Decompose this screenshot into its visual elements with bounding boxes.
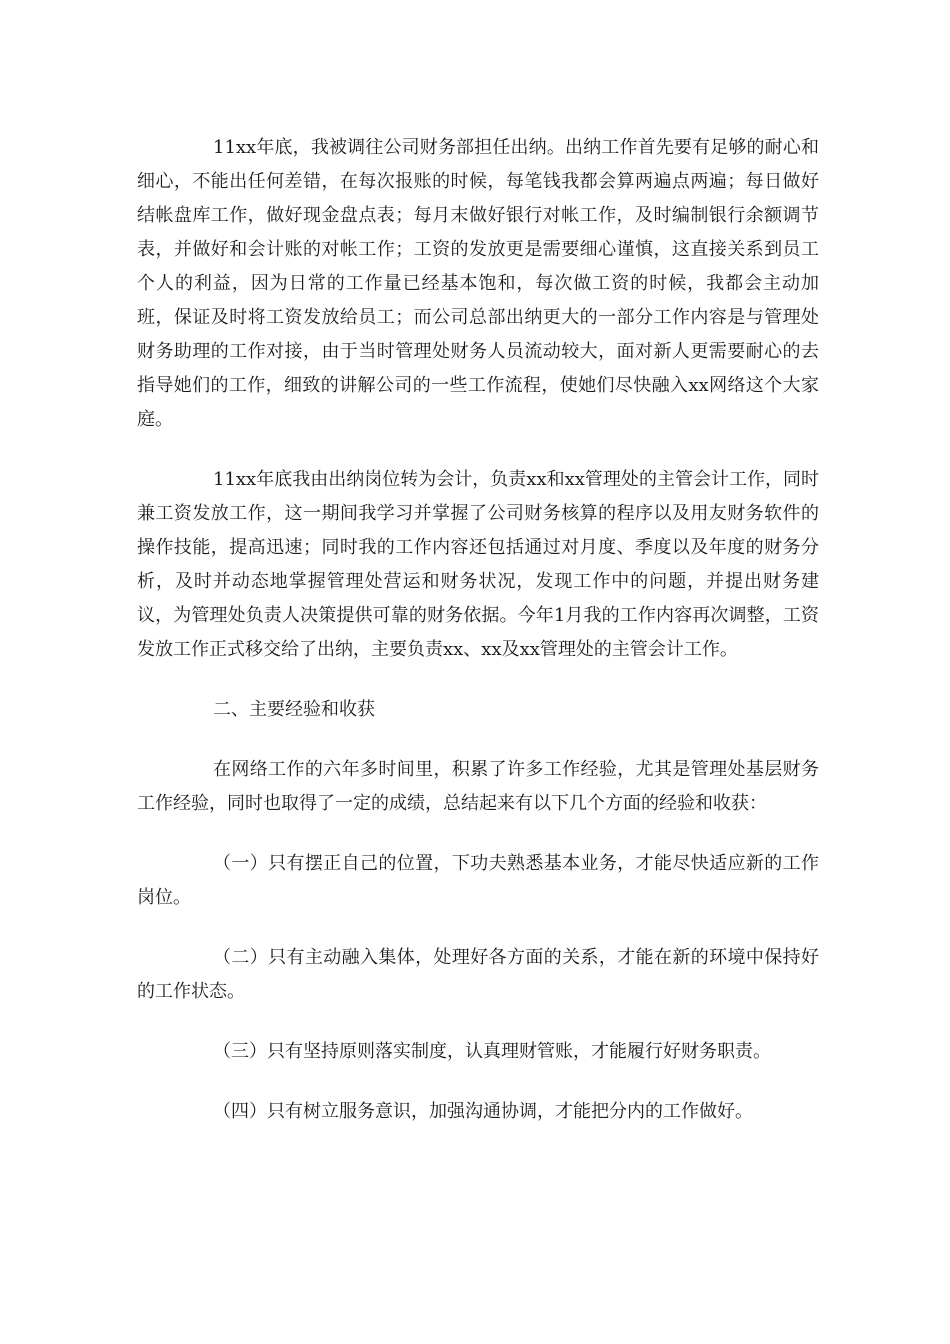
list-item-1: （一）只有摆正自己的位置，下功夫熟悉基本业务，才能尽快适应新的工作岗位。: [137, 853, 819, 908]
paragraph-cashier: 11xx年底，我被调往公司财务部担任出纳。出纳工作首先要有足够的耐心和细心，不能出任何差错，在每次报账的时候，每笔钱我都会算两遍点两遍；每日做好结帐盘库工作，做好现金盘点表；每月末做好银行对帐工作，及时编制银行余额调节表，并做好和会计账的对帐工作；工资的发放更是需要细心谨慎，这直接关系到员工个人的利益，因为日常的工作量已经基本饱和，每次做工资的时候，我都会主动加班，保证及时将工资发放给员工；而公司总部出纳更大的一部分工作内容是与管理处财务助理的工作对接，由于当时管理处财务人员流动较大，面对新人更需要耐心的去指导她们的工作，细致的讲解公司的一些工作流程，使她们尽快融入xx网络这个大家庭。: [137, 137, 819, 430]
list-item-4: （四）只有树立服务意识，加强沟通协调，才能把分内的工作做好。: [213, 1101, 753, 1122]
document-body: [137, 131, 819, 1155]
list-item-2: （二）只有主动融入集体，处理好各方面的关系，才能在新的环境中保持好的工作状态。: [137, 947, 819, 1002]
list-item-3: （三）只有坚持原则落实制度，认真理财管账，才能履行好财务职责。: [213, 1041, 771, 1062]
paragraph-intro: 在网络工作的六年多时间里，积累了许多工作经验，尤其是管理处基层财务工作经验，同时也取得了一定的成绩，总结起来有以下几个方面的经验和收获：: [137, 759, 819, 814]
paragraph-accountant: 11xx年底我由出纳岗位转为会计，负责xx和xx管理处的主管会计工作，同时兼工资发放工作，这一期间我学习并掌握了公司财务核算的程序以及用友财务软件的操作技能，提高迅速；同时我的工作内容还包括通过对月度、季度以及年度的财务分析，及时并动态地掌握管理处营运和财务状况，发现工作中的问题，并提出财务建议，为管理处负责人决策提供可靠的财务依据。今年1月我的工作内容再次调整，工资发放工作正式移交给了出纳，主要负责xx、xx及xx管理处的主管会计工作。: [137, 469, 819, 660]
section-heading: 二、主要经验和收获: [213, 699, 375, 720]
